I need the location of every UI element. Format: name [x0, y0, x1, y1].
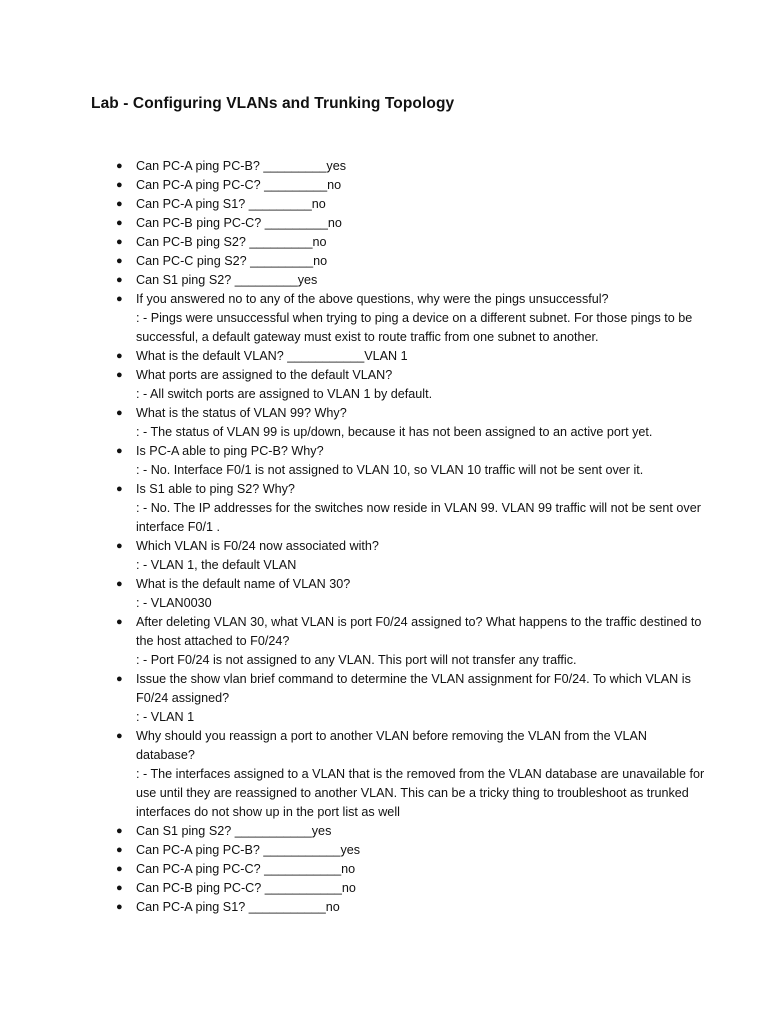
question-text: If you answered no to any of the above questions, why were the pings unsuccessful? [136, 292, 609, 306]
list-item [0, 271, 768, 290]
question-text: Issue the show vlan brief command to determine the VLAN assignment for F0/24. To which VLAN is F0/24 assigned? [136, 672, 691, 705]
list-item [0, 214, 768, 233]
list-item [0, 537, 768, 575]
document-title: Lab - Configuring VLANs and Trunking Topology [91, 95, 455, 112]
bullet-icon: ● [116, 540, 123, 552]
answer-text: : - VLAN0030 [136, 596, 212, 610]
bullet-icon: ● [116, 274, 123, 286]
answer-text: : - All switch ports are assigned to VLAN 1 by default. [136, 387, 433, 401]
question-text: Can PC-B ping PC-C? ___________no [136, 881, 356, 895]
bullet-icon: ● [116, 217, 123, 229]
bullet-icon: ● [116, 882, 123, 894]
question-text: Can PC-A ping S1? _________no [136, 197, 326, 211]
question-text: Which VLAN is F0/24 now associated with? [136, 539, 379, 553]
question-text: Is PC-A able to ping PC-B? Why? [136, 444, 324, 458]
question-text: What is the default VLAN? ___________VLAN 1 [136, 349, 408, 363]
question-text: What is the default name of VLAN 30? [136, 577, 351, 591]
question-text: What ports are assigned to the default VLAN? [136, 368, 393, 382]
list-item [0, 860, 768, 879]
question-text: After deleting VLAN 30, what VLAN is port F0/24 assigned to? What happens to the traffic destined to the host attached to F0/24? [136, 615, 702, 648]
list-item [0, 575, 768, 613]
question-text: Can PC-C ping S2? _________no [136, 254, 328, 268]
bullet-icon: ● [116, 236, 123, 248]
list-item [0, 879, 768, 898]
bullet-icon: ● [116, 825, 123, 837]
bullet-icon: ● [116, 578, 123, 590]
question-text: Can PC-A ping S1? ___________no [136, 900, 340, 914]
question-text: What is the status of VLAN 99? Why? [136, 406, 347, 420]
bullet-icon: ● [116, 616, 123, 628]
bullet-icon: ● [116, 293, 123, 305]
list-item [0, 841, 768, 860]
answer-text: : - VLAN 1, the default VLAN [136, 558, 297, 572]
bullet-icon: ● [116, 445, 123, 457]
question-text: Can S1 ping S2? ___________yes [136, 824, 332, 838]
bullet-icon: ● [116, 179, 123, 191]
question-text: Can PC-A ping PC-C? _________no [136, 178, 342, 192]
list-item [0, 176, 768, 195]
list-item [0, 347, 768, 366]
list-item [0, 898, 768, 917]
bullet-icon: ● [116, 350, 123, 362]
bullet-icon: ● [116, 369, 123, 381]
list-item [0, 442, 768, 480]
question-text: Is S1 able to ping S2? Why? [136, 482, 295, 496]
list-item [0, 252, 768, 271]
question-text: Why should you reassign a port to another VLAN before removing the VLAN from the VLAN database? [136, 729, 648, 762]
answer-text: : - The status of VLAN 99 is up/down, because it has not been assigned to an active port yet. [136, 425, 653, 439]
question-text: Can PC-A ping PC-C? ___________no [136, 862, 356, 876]
bullet-icon: ● [116, 730, 123, 742]
bullet-icon: ● [116, 863, 123, 875]
list-item [0, 822, 768, 841]
question-text: Can PC-A ping PC-B? _________yes [136, 159, 347, 173]
bullet-icon: ● [116, 198, 123, 210]
list-item [0, 613, 768, 670]
bullet-icon: ● [116, 255, 123, 267]
list-item [0, 195, 768, 214]
question-text: Can PC-A ping PC-B? ___________yes [136, 843, 361, 857]
question-list [0, 157, 768, 917]
list-item [0, 727, 768, 822]
list-item [0, 670, 768, 727]
list-item [0, 157, 768, 176]
bullet-icon: ● [116, 844, 123, 856]
bullet-icon: ● [116, 483, 123, 495]
bullet-icon: ● [116, 407, 123, 419]
bullet-icon: ● [116, 901, 123, 913]
answer-text: : - Pings were unsuccessful when trying to ping a device on a different subnet. For those pings to be successful, a default gateway must exist to route traffic from one subnet to another. [136, 311, 693, 344]
list-item [0, 233, 768, 252]
question-text: Can PC-B ping S2? _________no [136, 235, 327, 249]
list-item [0, 366, 768, 404]
answer-text: : - Port F0/24 is not assigned to any VLAN. This port will not transfer any traffic. [136, 653, 577, 667]
list-item [0, 404, 768, 442]
answer-text: : - The interfaces assigned to a VLAN that is the removed from the VLAN database are unavailable for use until they are reassigned to another VLAN. This can be a tricky thing to troubleshoot as trunked interfaces do not show up in the port list as well [136, 767, 705, 819]
list-item [0, 480, 768, 537]
question-text: Can PC-B ping PC-C? _________no [136, 216, 342, 230]
question-text: Can S1 ping S2? _________yes [136, 273, 318, 287]
answer-text: : - No. The IP addresses for the switches now reside in VLAN 99. VLAN 99 traffic will not be sent over interface F0/1 . [136, 501, 701, 534]
bullet-icon: ● [116, 160, 123, 172]
answer-text: : - No. Interface F0/1 is not assigned to VLAN 10, so VLAN 10 traffic will not be sent over it. [136, 463, 644, 477]
answer-text: : - VLAN 1 [136, 710, 195, 724]
list-item [0, 290, 768, 347]
bullet-icon: ● [116, 673, 123, 685]
